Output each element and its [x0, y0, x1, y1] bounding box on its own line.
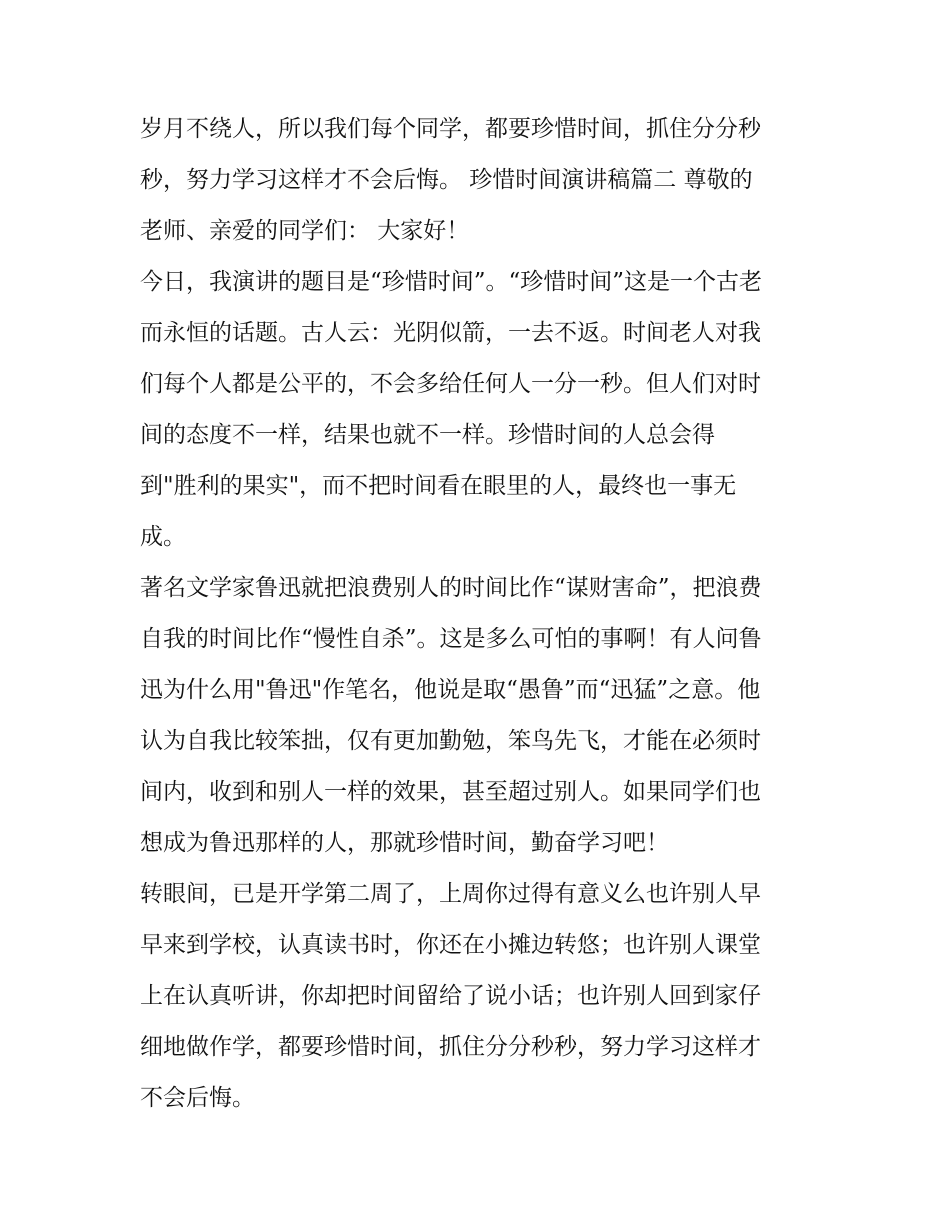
text-line: 而永恒的话题。古人云：光阴似箭，一去不返。时间老人对我: [140, 320, 761, 346]
text-line: 到"胜利的果实"，而不把时间看在眼里的人，最终也一事无: [140, 473, 737, 499]
text-line: 老师、亲爱的同学们： 大家好！: [140, 218, 470, 244]
text-line: 秒，努力学习这样才不会后悔。 珍惜时间演讲稿篇二 尊敬的: [140, 167, 753, 193]
document-body: [140, 104, 810, 1124]
text-line: 著名文学家鲁迅就把浪费别人的时间比作“谋财害命”，把浪费: [140, 575, 762, 601]
text-line: 想成为鲁迅那样的人，那就珍惜时间，勤奋学习吧！: [140, 830, 669, 856]
text-line: 不会后悔。: [140, 1085, 255, 1111]
text-line: 成。: [140, 524, 186, 550]
text-line: 早来到学校，认真读书时，你还在小摊边转悠；也许别人课堂: [140, 932, 761, 958]
text-line: 细地做作学，都要珍惜时间，抓住分分秒秒，努力学习这样才: [140, 1034, 761, 1060]
text-line: 今日，我演讲的题目是“珍惜时间”。“珍惜时间”这是一个古老: [140, 269, 763, 295]
text-line: 自我的时间比作“慢性自杀”。这是多么可怕的事啊！有人问鲁: [140, 626, 762, 652]
text-line: 间内，收到和别人一样的效果，甚至超过别人。如果同学们也: [140, 779, 761, 805]
text-line: 们每个人都是公平的，不会多给任何人一分一秒。但人们对时: [140, 371, 761, 397]
text-line: 认为自我比较笨拙，仅有更加勤勉，笨鸟先飞，才能在必须时: [140, 728, 761, 754]
text-line: 岁月不绕人，所以我们每个同学，都要珍惜时间，抓住分分秒: [140, 116, 761, 142]
text-line: 转眼间，已是开学第二周了，上周你过得有意义么也许别人早: [140, 881, 761, 907]
text-line: 迅为什么用"鲁迅"作笔名，他说是取“愚鲁”而“迅猛”之意。他: [140, 677, 761, 703]
text-line: 上在认真听讲，你却把时间留给了说小话；也许别人回到家仔: [140, 983, 761, 1009]
text-line: 间的态度不一样，结果也就不一样。珍惜时间的人总会得: [140, 422, 715, 448]
